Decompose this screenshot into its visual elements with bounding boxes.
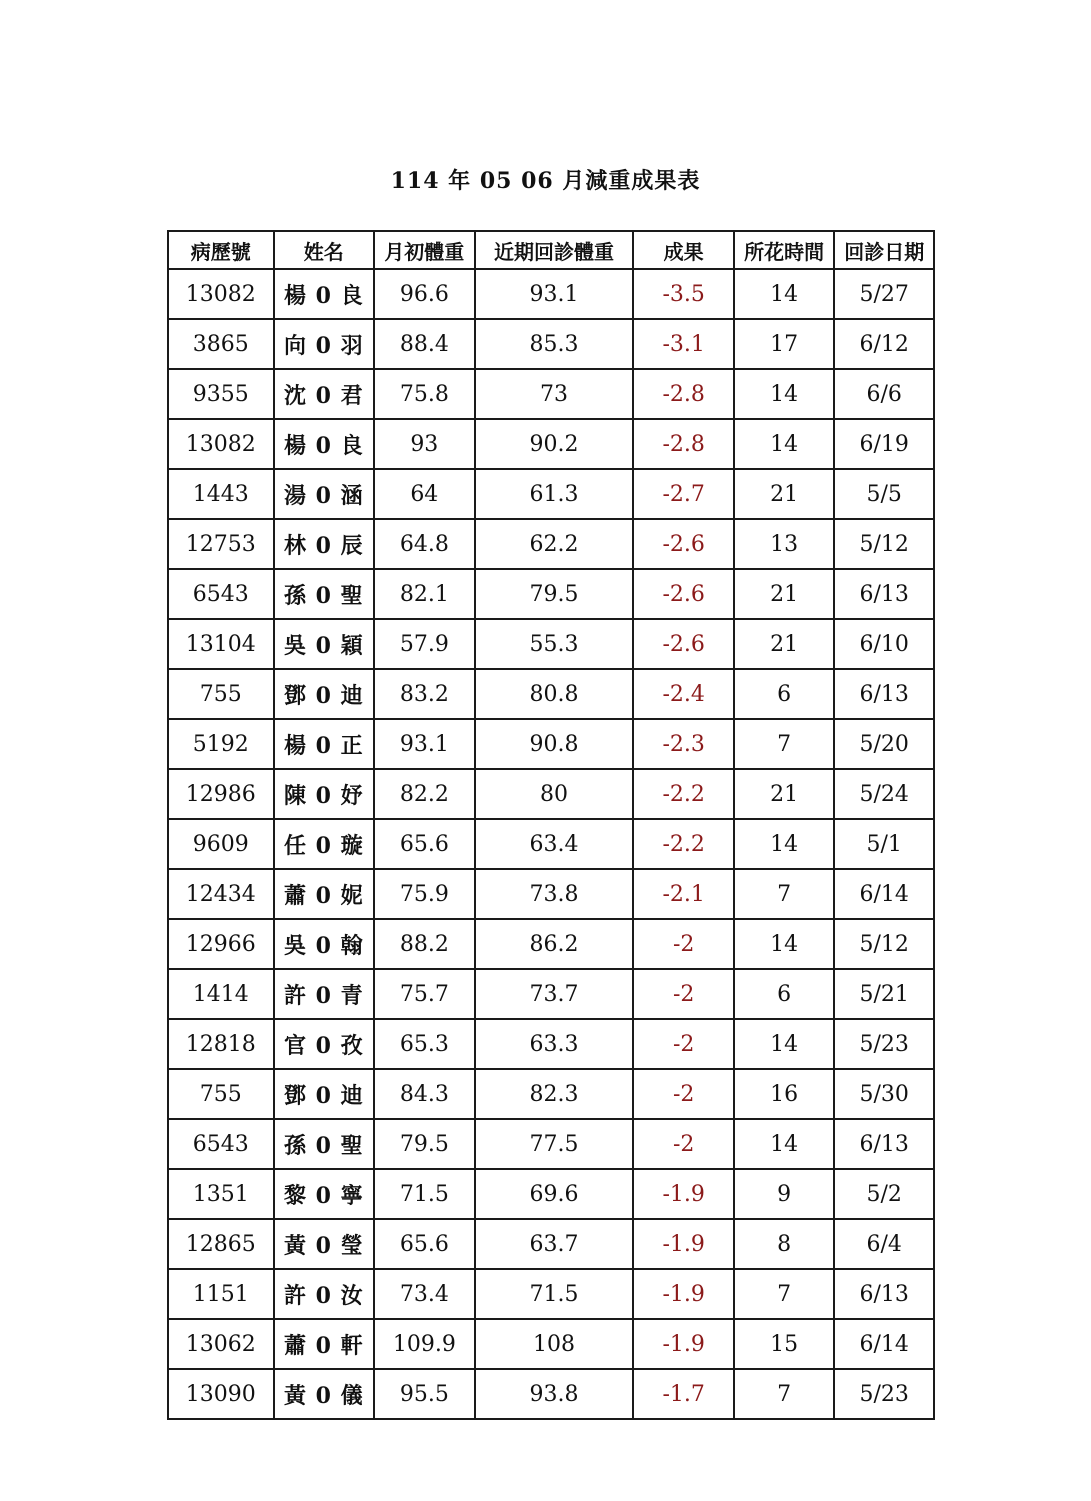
recent-weight-cell: 82.3 xyxy=(475,1069,634,1119)
table-row xyxy=(168,719,934,769)
table-row xyxy=(168,1169,934,1219)
table-row xyxy=(168,919,934,969)
result-cell: -2.6 xyxy=(633,519,734,569)
visit-date-cell: 5/27 xyxy=(834,269,934,319)
initial-weight-cell: 64 xyxy=(374,469,475,519)
initial-weight-cell: 82.1 xyxy=(374,569,475,619)
header-visit-date: 回診日期 xyxy=(834,231,934,269)
visit-date-cell: 6/12 xyxy=(834,319,934,369)
visit-date-cell: 5/24 xyxy=(834,769,934,819)
result-cell: -1.9 xyxy=(633,1319,734,1369)
initial-weight-cell: 71.5 xyxy=(374,1169,475,1219)
name-cell: 楊 0 良 xyxy=(274,269,375,319)
recent-weight-cell: 63.7 xyxy=(475,1219,634,1269)
name-cell: 楊 0 良 xyxy=(274,419,375,469)
header-time-spent: 所花時間 xyxy=(734,231,835,269)
record-number-cell: 9609 xyxy=(168,819,274,869)
result-cell: -1.7 xyxy=(633,1369,734,1419)
recent-weight-cell: 108 xyxy=(475,1319,634,1369)
table-row xyxy=(168,619,934,669)
header-recent-weight: 近期回診體重 xyxy=(475,231,634,269)
name-cell: 許 0 青 xyxy=(274,969,375,1019)
time-spent-cell: 9 xyxy=(734,1169,835,1219)
table-row xyxy=(168,1269,934,1319)
recent-weight-cell: 80 xyxy=(475,769,634,819)
result-cell: -2.8 xyxy=(633,369,734,419)
initial-weight-cell: 75.7 xyxy=(374,969,475,1019)
visit-date-cell: 6/13 xyxy=(834,569,934,619)
initial-weight-cell: 83.2 xyxy=(374,669,475,719)
table-row xyxy=(168,269,934,319)
weight-loss-results-table xyxy=(167,230,935,1420)
result-cell: -2 xyxy=(633,1119,734,1169)
header-result: 成果 xyxy=(633,231,734,269)
name-cell: 黃 0 儀 xyxy=(274,1369,375,1419)
record-number-cell: 12753 xyxy=(168,519,274,569)
table-row xyxy=(168,419,934,469)
visit-date-cell: 6/19 xyxy=(834,419,934,469)
name-cell: 蕭 0 軒 xyxy=(274,1319,375,1369)
page-title: 114 年 05 06 月減重成果表 xyxy=(390,168,701,194)
visit-date-cell: 5/30 xyxy=(834,1069,934,1119)
record-number-cell: 1151 xyxy=(168,1269,274,1319)
result-cell: -2.3 xyxy=(633,719,734,769)
name-cell: 吳 0 穎 xyxy=(274,619,375,669)
result-cell: -2.1 xyxy=(633,869,734,919)
header-record-number: 病歷號 xyxy=(168,231,274,269)
result-cell: -2.7 xyxy=(633,469,734,519)
recent-weight-cell: 86.2 xyxy=(475,919,634,969)
recent-weight-cell: 63.4 xyxy=(475,819,634,869)
initial-weight-cell: 75.9 xyxy=(374,869,475,919)
visit-date-cell: 5/12 xyxy=(834,519,934,569)
visit-date-cell: 5/5 xyxy=(834,469,934,519)
time-spent-cell: 21 xyxy=(734,469,835,519)
record-number-cell: 12966 xyxy=(168,919,274,969)
name-cell: 沈 0 君 xyxy=(274,369,375,419)
record-number-cell: 3865 xyxy=(168,319,274,369)
record-number-cell: 12986 xyxy=(168,769,274,819)
recent-weight-cell: 90.8 xyxy=(475,719,634,769)
name-cell: 鄧 0 迪 xyxy=(274,669,375,719)
table-row xyxy=(168,1319,934,1369)
recent-weight-cell: 69.6 xyxy=(475,1169,634,1219)
initial-weight-cell: 65.6 xyxy=(374,819,475,869)
record-number-cell: 9355 xyxy=(168,369,274,419)
name-cell: 孫 0 聖 xyxy=(274,569,375,619)
visit-date-cell: 6/4 xyxy=(834,1219,934,1269)
record-number-cell: 13082 xyxy=(168,419,274,469)
table-row xyxy=(168,769,934,819)
record-number-cell: 1351 xyxy=(168,1169,274,1219)
visit-date-cell: 6/6 xyxy=(834,369,934,419)
table-row xyxy=(168,569,934,619)
visit-date-cell: 5/2 xyxy=(834,1169,934,1219)
record-number-cell: 755 xyxy=(168,669,274,719)
visit-date-cell: 6/13 xyxy=(834,1119,934,1169)
name-cell: 蕭 0 妮 xyxy=(274,869,375,919)
recent-weight-cell: 79.5 xyxy=(475,569,634,619)
record-number-cell: 1443 xyxy=(168,469,274,519)
name-cell: 黃 0 瑩 xyxy=(274,1219,375,1269)
record-number-cell: 1414 xyxy=(168,969,274,1019)
time-spent-cell: 14 xyxy=(734,1019,835,1069)
time-spent-cell: 14 xyxy=(734,369,835,419)
header-row xyxy=(168,231,934,269)
name-cell: 向 0 羽 xyxy=(274,319,375,369)
time-spent-cell: 8 xyxy=(734,1219,835,1269)
name-cell: 陳 0 妤 xyxy=(274,769,375,819)
visit-date-cell: 5/1 xyxy=(834,819,934,869)
record-number-cell: 6543 xyxy=(168,569,274,619)
table-row xyxy=(168,869,934,919)
table-row xyxy=(168,369,934,419)
table-body xyxy=(168,269,934,1419)
name-cell: 任 0 璇 xyxy=(274,819,375,869)
result-cell: -2 xyxy=(633,1019,734,1069)
time-spent-cell: 6 xyxy=(734,969,835,1019)
header-initial-weight: 月初體重 xyxy=(374,231,475,269)
initial-weight-cell: 88.2 xyxy=(374,919,475,969)
record-number-cell: 12818 xyxy=(168,1019,274,1069)
time-spent-cell: 7 xyxy=(734,869,835,919)
recent-weight-cell: 73.7 xyxy=(475,969,634,1019)
time-spent-cell: 13 xyxy=(734,519,835,569)
time-spent-cell: 14 xyxy=(734,819,835,869)
initial-weight-cell: 82.2 xyxy=(374,769,475,819)
result-cell: -2 xyxy=(633,1069,734,1119)
name-cell: 楊 0 正 xyxy=(274,719,375,769)
initial-weight-cell: 73.4 xyxy=(374,1269,475,1319)
visit-date-cell: 6/13 xyxy=(834,1269,934,1319)
record-number-cell: 755 xyxy=(168,1069,274,1119)
result-cell: -2.4 xyxy=(633,669,734,719)
result-cell: -2.8 xyxy=(633,419,734,469)
initial-weight-cell: 64.8 xyxy=(374,519,475,569)
time-spent-cell: 16 xyxy=(734,1069,835,1119)
name-cell: 許 0 汝 xyxy=(274,1269,375,1319)
result-cell: -1.9 xyxy=(633,1169,734,1219)
name-cell: 黎 0 寧 xyxy=(274,1169,375,1219)
result-cell: -1.9 xyxy=(633,1269,734,1319)
time-spent-cell: 14 xyxy=(734,1119,835,1169)
name-cell: 湯 0 涵 xyxy=(274,469,375,519)
name-cell: 孫 0 聖 xyxy=(274,1119,375,1169)
result-cell: -2 xyxy=(633,969,734,1019)
visit-date-cell: 6/14 xyxy=(834,1319,934,1369)
time-spent-cell: 15 xyxy=(734,1319,835,1369)
record-number-cell: 12434 xyxy=(168,869,274,919)
name-cell: 官 0 孜 xyxy=(274,1019,375,1069)
recent-weight-cell: 63.3 xyxy=(475,1019,634,1069)
time-spent-cell: 21 xyxy=(734,769,835,819)
time-spent-cell: 7 xyxy=(734,1369,835,1419)
time-spent-cell: 21 xyxy=(734,619,835,669)
visit-date-cell: 5/20 xyxy=(834,719,934,769)
record-number-cell: 13104 xyxy=(168,619,274,669)
initial-weight-cell: 88.4 xyxy=(374,319,475,369)
result-cell: -1.9 xyxy=(633,1219,734,1269)
initial-weight-cell: 65.6 xyxy=(374,1219,475,1269)
recent-weight-cell: 55.3 xyxy=(475,619,634,669)
name-cell: 吳 0 翰 xyxy=(274,919,375,969)
recent-weight-cell: 71.5 xyxy=(475,1269,634,1319)
name-cell: 鄧 0 迪 xyxy=(274,1069,375,1119)
initial-weight-cell: 95.5 xyxy=(374,1369,475,1419)
name-cell: 林 0 辰 xyxy=(274,519,375,569)
initial-weight-cell: 65.3 xyxy=(374,1019,475,1069)
recent-weight-cell: 62.2 xyxy=(475,519,634,569)
record-number-cell: 13090 xyxy=(168,1369,274,1419)
recent-weight-cell: 73 xyxy=(475,369,634,419)
recent-weight-cell: 90.2 xyxy=(475,419,634,469)
initial-weight-cell: 109.9 xyxy=(374,1319,475,1369)
recent-weight-cell: 77.5 xyxy=(475,1119,634,1169)
recent-weight-cell: 93.1 xyxy=(475,269,634,319)
result-cell: -2 xyxy=(633,919,734,969)
initial-weight-cell: 96.6 xyxy=(374,269,475,319)
result-cell: -2.6 xyxy=(633,569,734,619)
visit-date-cell: 6/13 xyxy=(834,669,934,719)
visit-date-cell: 5/23 xyxy=(834,1369,934,1419)
record-number-cell: 5192 xyxy=(168,719,274,769)
table-row xyxy=(168,319,934,369)
visit-date-cell: 5/12 xyxy=(834,919,934,969)
time-spent-cell: 21 xyxy=(734,569,835,619)
recent-weight-cell: 80.8 xyxy=(475,669,634,719)
visit-date-cell: 6/10 xyxy=(834,619,934,669)
record-number-cell: 6543 xyxy=(168,1119,274,1169)
initial-weight-cell: 57.9 xyxy=(374,619,475,669)
recent-weight-cell: 93.8 xyxy=(475,1369,634,1419)
record-number-cell: 12865 xyxy=(168,1219,274,1269)
time-spent-cell: 17 xyxy=(734,319,835,369)
time-spent-cell: 14 xyxy=(734,419,835,469)
visit-date-cell: 5/21 xyxy=(834,969,934,1019)
result-cell: -2.6 xyxy=(633,619,734,669)
time-spent-cell: 6 xyxy=(734,669,835,719)
result-cell: -3.1 xyxy=(633,319,734,369)
table-row xyxy=(168,1019,934,1069)
recent-weight-cell: 85.3 xyxy=(475,319,634,369)
table-row xyxy=(168,469,934,519)
initial-weight-cell: 79.5 xyxy=(374,1119,475,1169)
table-header xyxy=(168,231,934,269)
time-spent-cell: 7 xyxy=(734,1269,835,1319)
table-row xyxy=(168,519,934,569)
time-spent-cell: 7 xyxy=(734,719,835,769)
record-number-cell: 13082 xyxy=(168,269,274,319)
time-spent-cell: 14 xyxy=(734,269,835,319)
recent-weight-cell: 73.8 xyxy=(475,869,634,919)
visit-date-cell: 5/23 xyxy=(834,1019,934,1069)
result-cell: -2.2 xyxy=(633,819,734,869)
time-spent-cell: 14 xyxy=(734,919,835,969)
initial-weight-cell: 93 xyxy=(374,419,475,469)
table-row xyxy=(168,819,934,869)
result-cell: -3.5 xyxy=(633,269,734,319)
record-number-cell: 13062 xyxy=(168,1319,274,1369)
table-row xyxy=(168,1369,934,1419)
table-row xyxy=(168,1119,934,1169)
initial-weight-cell: 93.1 xyxy=(374,719,475,769)
result-cell: -2.2 xyxy=(633,769,734,819)
initial-weight-cell: 84.3 xyxy=(374,1069,475,1119)
initial-weight-cell: 75.8 xyxy=(374,369,475,419)
table-row xyxy=(168,669,934,719)
visit-date-cell: 6/14 xyxy=(834,869,934,919)
table-row xyxy=(168,969,934,1019)
recent-weight-cell: 61.3 xyxy=(475,469,634,519)
table-row xyxy=(168,1219,934,1269)
header-name: 姓名 xyxy=(274,231,375,269)
table-row xyxy=(168,1069,934,1119)
